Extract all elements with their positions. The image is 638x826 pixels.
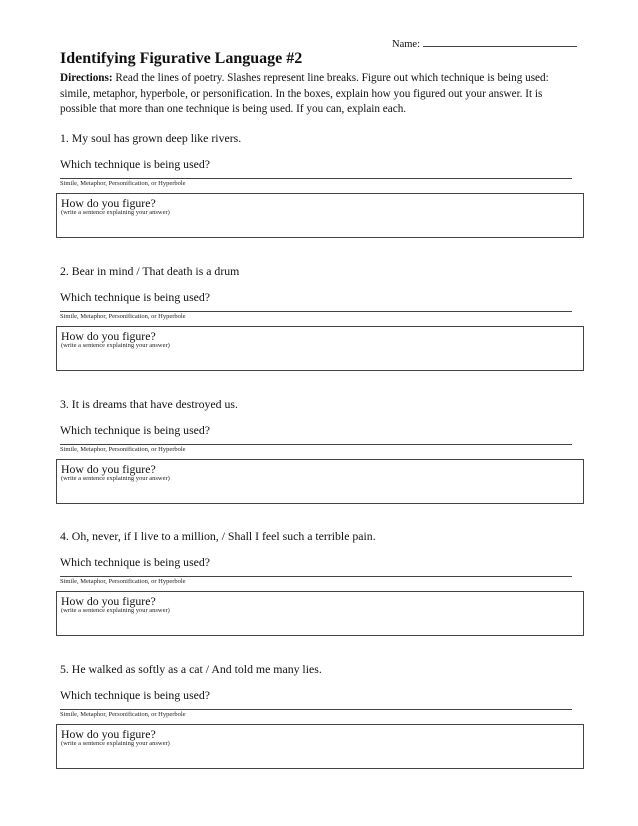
technique-prompt: Which technique is being used?: [60, 423, 211, 437]
question-text: 3. It is dreams that have destroyed us.: [60, 397, 238, 411]
directions-text: Read the lines of poetry. Slashes represent line breaks. Figure out which technique is being used: simile, metaphor, hyperbole, or personification. In the boxes, explain how you figured out your answer. It is possible that more than one technique is being used. If you can, explain each.: [60, 72, 549, 115]
explanation-box-title: How do you figure?: [61, 196, 156, 210]
explanation-box[interactable]: [56, 724, 584, 769]
explanation-box-instruction: (write a sentence explaining your answer): [61, 342, 170, 349]
explanation-box-title: How do you figure?: [61, 727, 156, 741]
technique-options-hint: Simile, Metaphor, Personification, or Hyperbole: [60, 578, 186, 585]
technique-prompt: Which technique is being used?: [60, 157, 211, 171]
technique-prompt: Which technique is being used?: [60, 555, 211, 569]
page-title: Identifying Figurative Language #2: [60, 50, 303, 67]
explanation-box-title: How do you figure?: [61, 594, 156, 608]
name-label: Name:: [392, 39, 420, 50]
explanation-box[interactable]: [56, 591, 584, 636]
explanation-box-title: How do you figure?: [61, 462, 156, 476]
technique-answer-line[interactable]: [60, 709, 572, 710]
question-text: 4. Oh, never, if I live to a million, / Shall I feel such a terrible pain.: [60, 529, 376, 543]
question-text: 2. Bear in mind / That death is a drum: [60, 264, 240, 278]
explanation-box-instruction: (write a sentence explaining your answer): [61, 475, 170, 482]
technique-options-hint: Simile, Metaphor, Personification, or Hyperbole: [60, 446, 186, 453]
directions-label: Directions:: [60, 72, 113, 84]
explanation-box[interactable]: [56, 459, 584, 504]
explanation-box[interactable]: [56, 326, 584, 371]
technique-options-hint: Simile, Metaphor, Personification, or Hyperbole: [60, 313, 186, 320]
technique-answer-line[interactable]: [60, 178, 572, 179]
name-field[interactable]: [392, 37, 577, 50]
explanation-box-instruction: (write a sentence explaining your answer): [61, 607, 170, 614]
explanation-box-instruction: (write a sentence explaining your answer): [61, 209, 170, 216]
technique-answer-line[interactable]: [60, 311, 572, 312]
question-text: 1. My soul has grown deep like rivers.: [60, 131, 242, 145]
technique-answer-line[interactable]: [60, 444, 572, 445]
technique-options-hint: Simile, Metaphor, Personification, or Hyperbole: [60, 180, 186, 187]
explanation-box-title: How do you figure?: [61, 329, 156, 343]
explanation-box-instruction: (write a sentence explaining your answer): [61, 740, 170, 747]
explanation-box[interactable]: [56, 193, 584, 238]
question-text: 5. He walked as softly as a cat / And told me many lies.: [60, 662, 322, 676]
technique-answer-line[interactable]: [60, 576, 572, 577]
name-blank[interactable]: [423, 37, 577, 47]
technique-prompt: Which technique is being used?: [60, 290, 211, 304]
directions: [60, 71, 580, 118]
technique-prompt: Which technique is being used?: [60, 688, 211, 702]
technique-options-hint: Simile, Metaphor, Personification, or Hyperbole: [60, 711, 186, 718]
